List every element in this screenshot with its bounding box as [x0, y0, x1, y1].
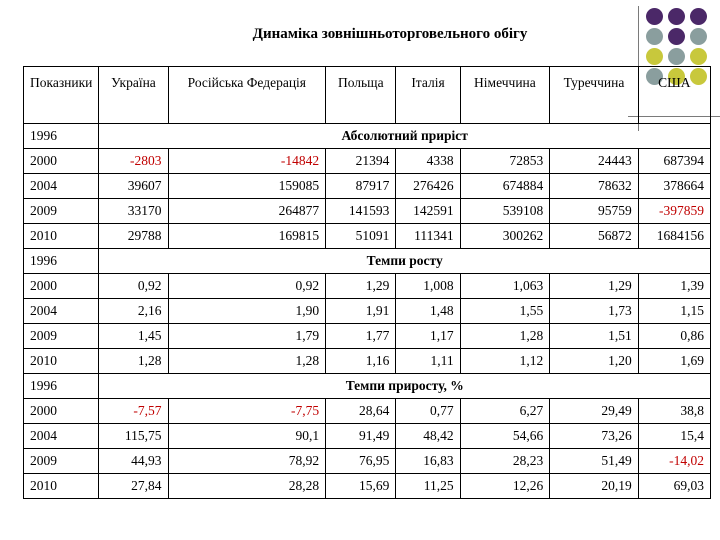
- table-cell: 300262: [460, 224, 550, 249]
- table-cell: 29,49: [550, 399, 638, 424]
- section-row: [24, 124, 711, 149]
- row-year: 2009: [24, 199, 99, 224]
- table-row: [24, 224, 711, 249]
- table-cell: 1,12: [460, 349, 550, 374]
- table-cell: 1,063: [460, 274, 550, 299]
- table-row: [24, 149, 711, 174]
- table-cell: 276426: [396, 174, 460, 199]
- table-cell: -14,02: [638, 449, 710, 474]
- decor-dot: [646, 48, 663, 65]
- header-cell-ukraine: Україна: [99, 67, 168, 124]
- header-cell-germany: Німеччина: [460, 67, 550, 124]
- decor-dot: [690, 8, 707, 25]
- table-cell: 20,19: [550, 474, 638, 499]
- table-cell: 24443: [550, 149, 638, 174]
- row-year: 2004: [24, 424, 99, 449]
- table-cell: 15,69: [326, 474, 396, 499]
- row-year: 2010: [24, 474, 99, 499]
- row-year: 2010: [24, 349, 99, 374]
- table-cell: 72853: [460, 149, 550, 174]
- table-cell: 28,28: [168, 474, 326, 499]
- table-cell: 1,69: [638, 349, 710, 374]
- table-row: [24, 199, 711, 224]
- table-cell: 1,45: [99, 324, 168, 349]
- page-title: Динаміка зовнішньоторговельного обігу: [252, 26, 528, 42]
- table-cell: 0,92: [168, 274, 326, 299]
- table-cell: -7,57: [99, 399, 168, 424]
- table-cell: 674884: [460, 174, 550, 199]
- row-year: 2009: [24, 324, 99, 349]
- row-year: 2009: [24, 449, 99, 474]
- table-cell: 78632: [550, 174, 638, 199]
- header-cell-indicators: Показники: [24, 67, 99, 124]
- table-cell: 1,17: [396, 324, 460, 349]
- section-base-year: 1996: [24, 124, 99, 149]
- header-cell-italy: Італія: [396, 67, 460, 124]
- table-cell: 1,28: [168, 349, 326, 374]
- table-cell: 4338: [396, 149, 460, 174]
- table-row: [24, 274, 711, 299]
- section-label: Темпи приросту, %: [99, 374, 711, 399]
- row-year: 2000: [24, 399, 99, 424]
- table-cell: 38,8: [638, 399, 710, 424]
- table-cell: 115,75: [99, 424, 168, 449]
- table-cell: 169815: [168, 224, 326, 249]
- section-row: [24, 249, 711, 274]
- table-row: [24, 174, 711, 199]
- section-label: Темпи росту: [99, 249, 711, 274]
- table-cell: 54,66: [460, 424, 550, 449]
- table-cell: 73,26: [550, 424, 638, 449]
- table-cell: 27,84: [99, 474, 168, 499]
- section-base-year: 1996: [24, 249, 99, 274]
- table-cell: 90,1: [168, 424, 326, 449]
- table-cell: 1,73: [550, 299, 638, 324]
- header-cell-poland: Польща: [326, 67, 396, 124]
- table-cell: 264877: [168, 199, 326, 224]
- table-cell: 44,93: [99, 449, 168, 474]
- table-cell: 0,92: [99, 274, 168, 299]
- decor-dot: [690, 48, 707, 65]
- table-cell: 78,92: [168, 449, 326, 474]
- table-cell: -397859: [638, 199, 710, 224]
- table-cell: 51091: [326, 224, 396, 249]
- table-cell: 1,39: [638, 274, 710, 299]
- table-cell: 12,26: [460, 474, 550, 499]
- table-cell: 1,29: [550, 274, 638, 299]
- table-row: [24, 299, 711, 324]
- row-year: 2004: [24, 174, 99, 199]
- table-cell: 1,11: [396, 349, 460, 374]
- table-cell: 1,28: [99, 349, 168, 374]
- table-cell: 1,79: [168, 324, 326, 349]
- table-cell: -14842: [168, 149, 326, 174]
- table-cell: 39607: [99, 174, 168, 199]
- table-row: [24, 324, 711, 349]
- section-label: Абсолютний приріст: [99, 124, 711, 149]
- table-row: [24, 449, 711, 474]
- table-cell: 1,55: [460, 299, 550, 324]
- table-header-row: [24, 67, 711, 124]
- table-cell: 159085: [168, 174, 326, 199]
- table-cell: 378664: [638, 174, 710, 199]
- table-cell: 56872: [550, 224, 638, 249]
- table-cell: 6,27: [460, 399, 550, 424]
- table-cell: 1,29: [326, 274, 396, 299]
- table-cell: 91,49: [326, 424, 396, 449]
- table-cell: 1,48: [396, 299, 460, 324]
- table-row: [24, 474, 711, 499]
- table-cell: 539108: [460, 199, 550, 224]
- row-year: 2000: [24, 274, 99, 299]
- header-cell-usa: США: [638, 67, 710, 124]
- table-row: [24, 349, 711, 374]
- table-cell: 15,4: [638, 424, 710, 449]
- table-cell: 69,03: [638, 474, 710, 499]
- table-cell: 1,16: [326, 349, 396, 374]
- table-cell: 2,16: [99, 299, 168, 324]
- table-cell: 28,64: [326, 399, 396, 424]
- table-cell: 87917: [326, 174, 396, 199]
- table-cell: 111341: [396, 224, 460, 249]
- header-cell-turkey: Туреччина: [550, 67, 638, 124]
- table-cell: 142591: [396, 199, 460, 224]
- table-cell: -2803: [99, 149, 168, 174]
- table-cell: 33170: [99, 199, 168, 224]
- table-cell: 1,91: [326, 299, 396, 324]
- table-cell: 1,008: [396, 274, 460, 299]
- row-year: 2010: [24, 224, 99, 249]
- decor-dot: [668, 48, 685, 65]
- table-cell: 16,83: [396, 449, 460, 474]
- trade-table: [23, 66, 711, 499]
- table-row: [24, 399, 711, 424]
- table-cell: 95759: [550, 199, 638, 224]
- table-cell: 48,42: [396, 424, 460, 449]
- table-cell: 0,77: [396, 399, 460, 424]
- table-cell: 1,77: [326, 324, 396, 349]
- table-row: [24, 424, 711, 449]
- table-cell: 28,23: [460, 449, 550, 474]
- table-cell: -7,75: [168, 399, 326, 424]
- table-cell: 0,86: [638, 324, 710, 349]
- table-cell: 29788: [99, 224, 168, 249]
- section-base-year: 1996: [24, 374, 99, 399]
- table-cell: 1684156: [638, 224, 710, 249]
- header-cell-russia: Російська Федерація: [168, 67, 326, 124]
- table-cell: 687394: [638, 149, 710, 174]
- table-cell: 1,51: [550, 324, 638, 349]
- table-cell: 11,25: [396, 474, 460, 499]
- section-row: [24, 374, 711, 399]
- table-cell: 51,49: [550, 449, 638, 474]
- table-cell: 1,28: [460, 324, 550, 349]
- decor-dot: [646, 8, 663, 25]
- row-year: 2004: [24, 299, 99, 324]
- table-cell: 76,95: [326, 449, 396, 474]
- table-cell: 1,20: [550, 349, 638, 374]
- row-year: 2000: [24, 149, 99, 174]
- table-cell: 21394: [326, 149, 396, 174]
- table-cell: 1,90: [168, 299, 326, 324]
- table-cell: 1,15: [638, 299, 710, 324]
- decor-dot: [668, 8, 685, 25]
- table-cell: 141593: [326, 199, 396, 224]
